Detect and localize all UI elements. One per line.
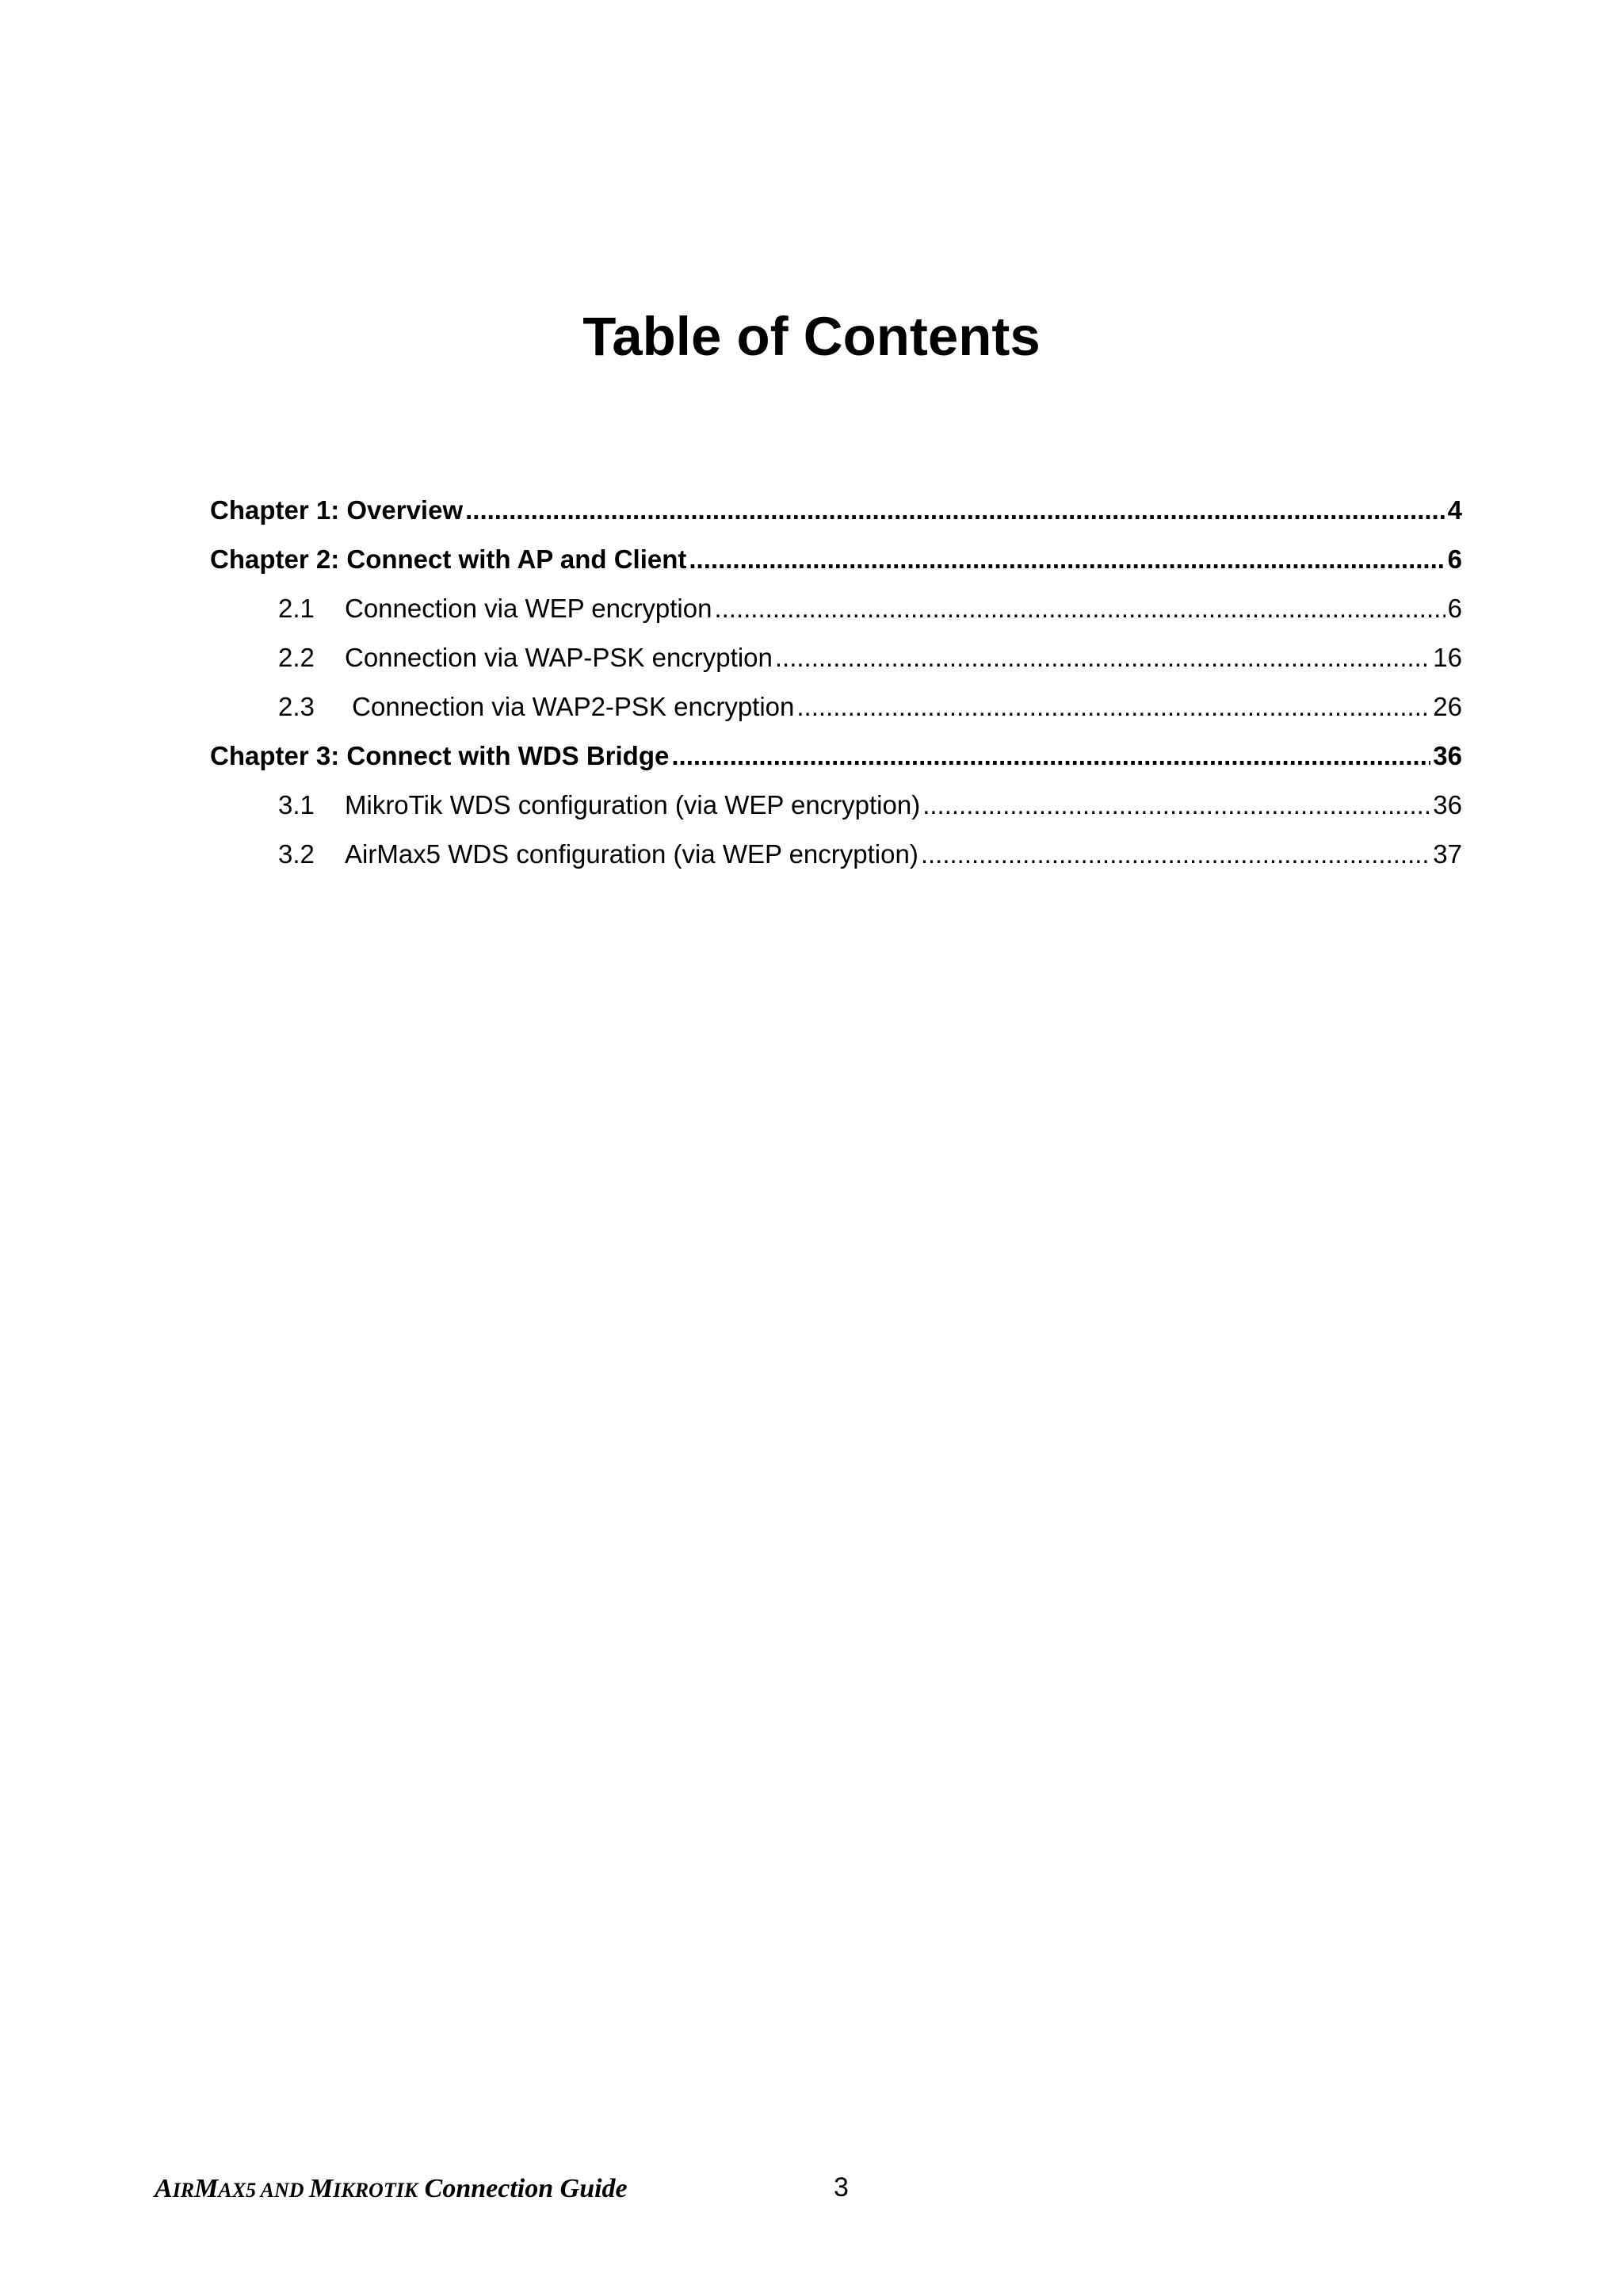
dot-leader — [775, 638, 1430, 678]
toc-entry-section-3-2[interactable] — [210, 835, 1462, 884]
toc-entry-section-2-2[interactable] — [210, 638, 1462, 687]
dot-leader — [714, 589, 1445, 628]
toc-entry-section-2-1[interactable] — [210, 589, 1462, 638]
toc-page-number: 36 — [1433, 790, 1462, 819]
toc-section-number: 2.2 — [278, 643, 315, 672]
table-of-contents — [210, 491, 1462, 884]
toc-page-number: 36 — [1433, 741, 1462, 770]
toc-entry-section-2-3[interactable] — [210, 687, 1462, 736]
dot-leader — [796, 687, 1430, 727]
toc-section-number: 2.1 — [278, 594, 315, 623]
toc-entry-title: Chapter 3: Connect with WDS Bridge — [210, 741, 670, 770]
toc-page-number: 6 — [1447, 594, 1462, 623]
toc-section-number: 3.1 — [278, 790, 315, 819]
dot-leader — [922, 785, 1430, 825]
toc-page-number: 37 — [1433, 839, 1462, 869]
toc-entry-title: AirMax5 WDS configuration (via WEP encryption) — [345, 839, 918, 869]
footer-page-number: 3 — [834, 2172, 849, 2202]
dot-leader — [921, 835, 1430, 874]
toc-entry-title: Connection via WAP2-PSK encryption — [345, 692, 795, 721]
toc-entry-section-3-1[interactable] — [210, 785, 1462, 835]
footer-guide-title: AIRMAX5 AND MIKROTIK Connection Guide — [155, 2174, 628, 2203]
toc-entry-title: MikroTik WDS configuration (via WEP encryption) — [345, 790, 921, 819]
toc-entry-chapter-3[interactable] — [210, 736, 1462, 785]
dot-leader — [671, 736, 1430, 776]
toc-entry-title: Chapter 1: Overview — [210, 495, 464, 525]
toc-entry-title: Connection via WAP-PSK encryption — [345, 643, 773, 672]
toc-entry-title: Chapter 2: Connect with AP and Client — [210, 544, 687, 574]
toc-entry-chapter-2[interactable] — [210, 540, 1462, 589]
toc-page-number: 16 — [1433, 643, 1462, 672]
toc-entry-chapter-1[interactable] — [210, 491, 1462, 540]
toc-page-number: 4 — [1447, 495, 1462, 525]
toc-section-number: 3.2 — [278, 839, 315, 869]
toc-entry-title: Connection via WEP encryption — [345, 594, 712, 623]
toc-page-number: 26 — [1433, 692, 1462, 721]
page-title: Table of Contents — [582, 306, 1041, 367]
toc-page-number: 6 — [1447, 544, 1462, 574]
dot-leader — [689, 540, 1445, 579]
dot-leader — [465, 491, 1445, 530]
toc-section-number: 2.3 — [278, 692, 315, 721]
